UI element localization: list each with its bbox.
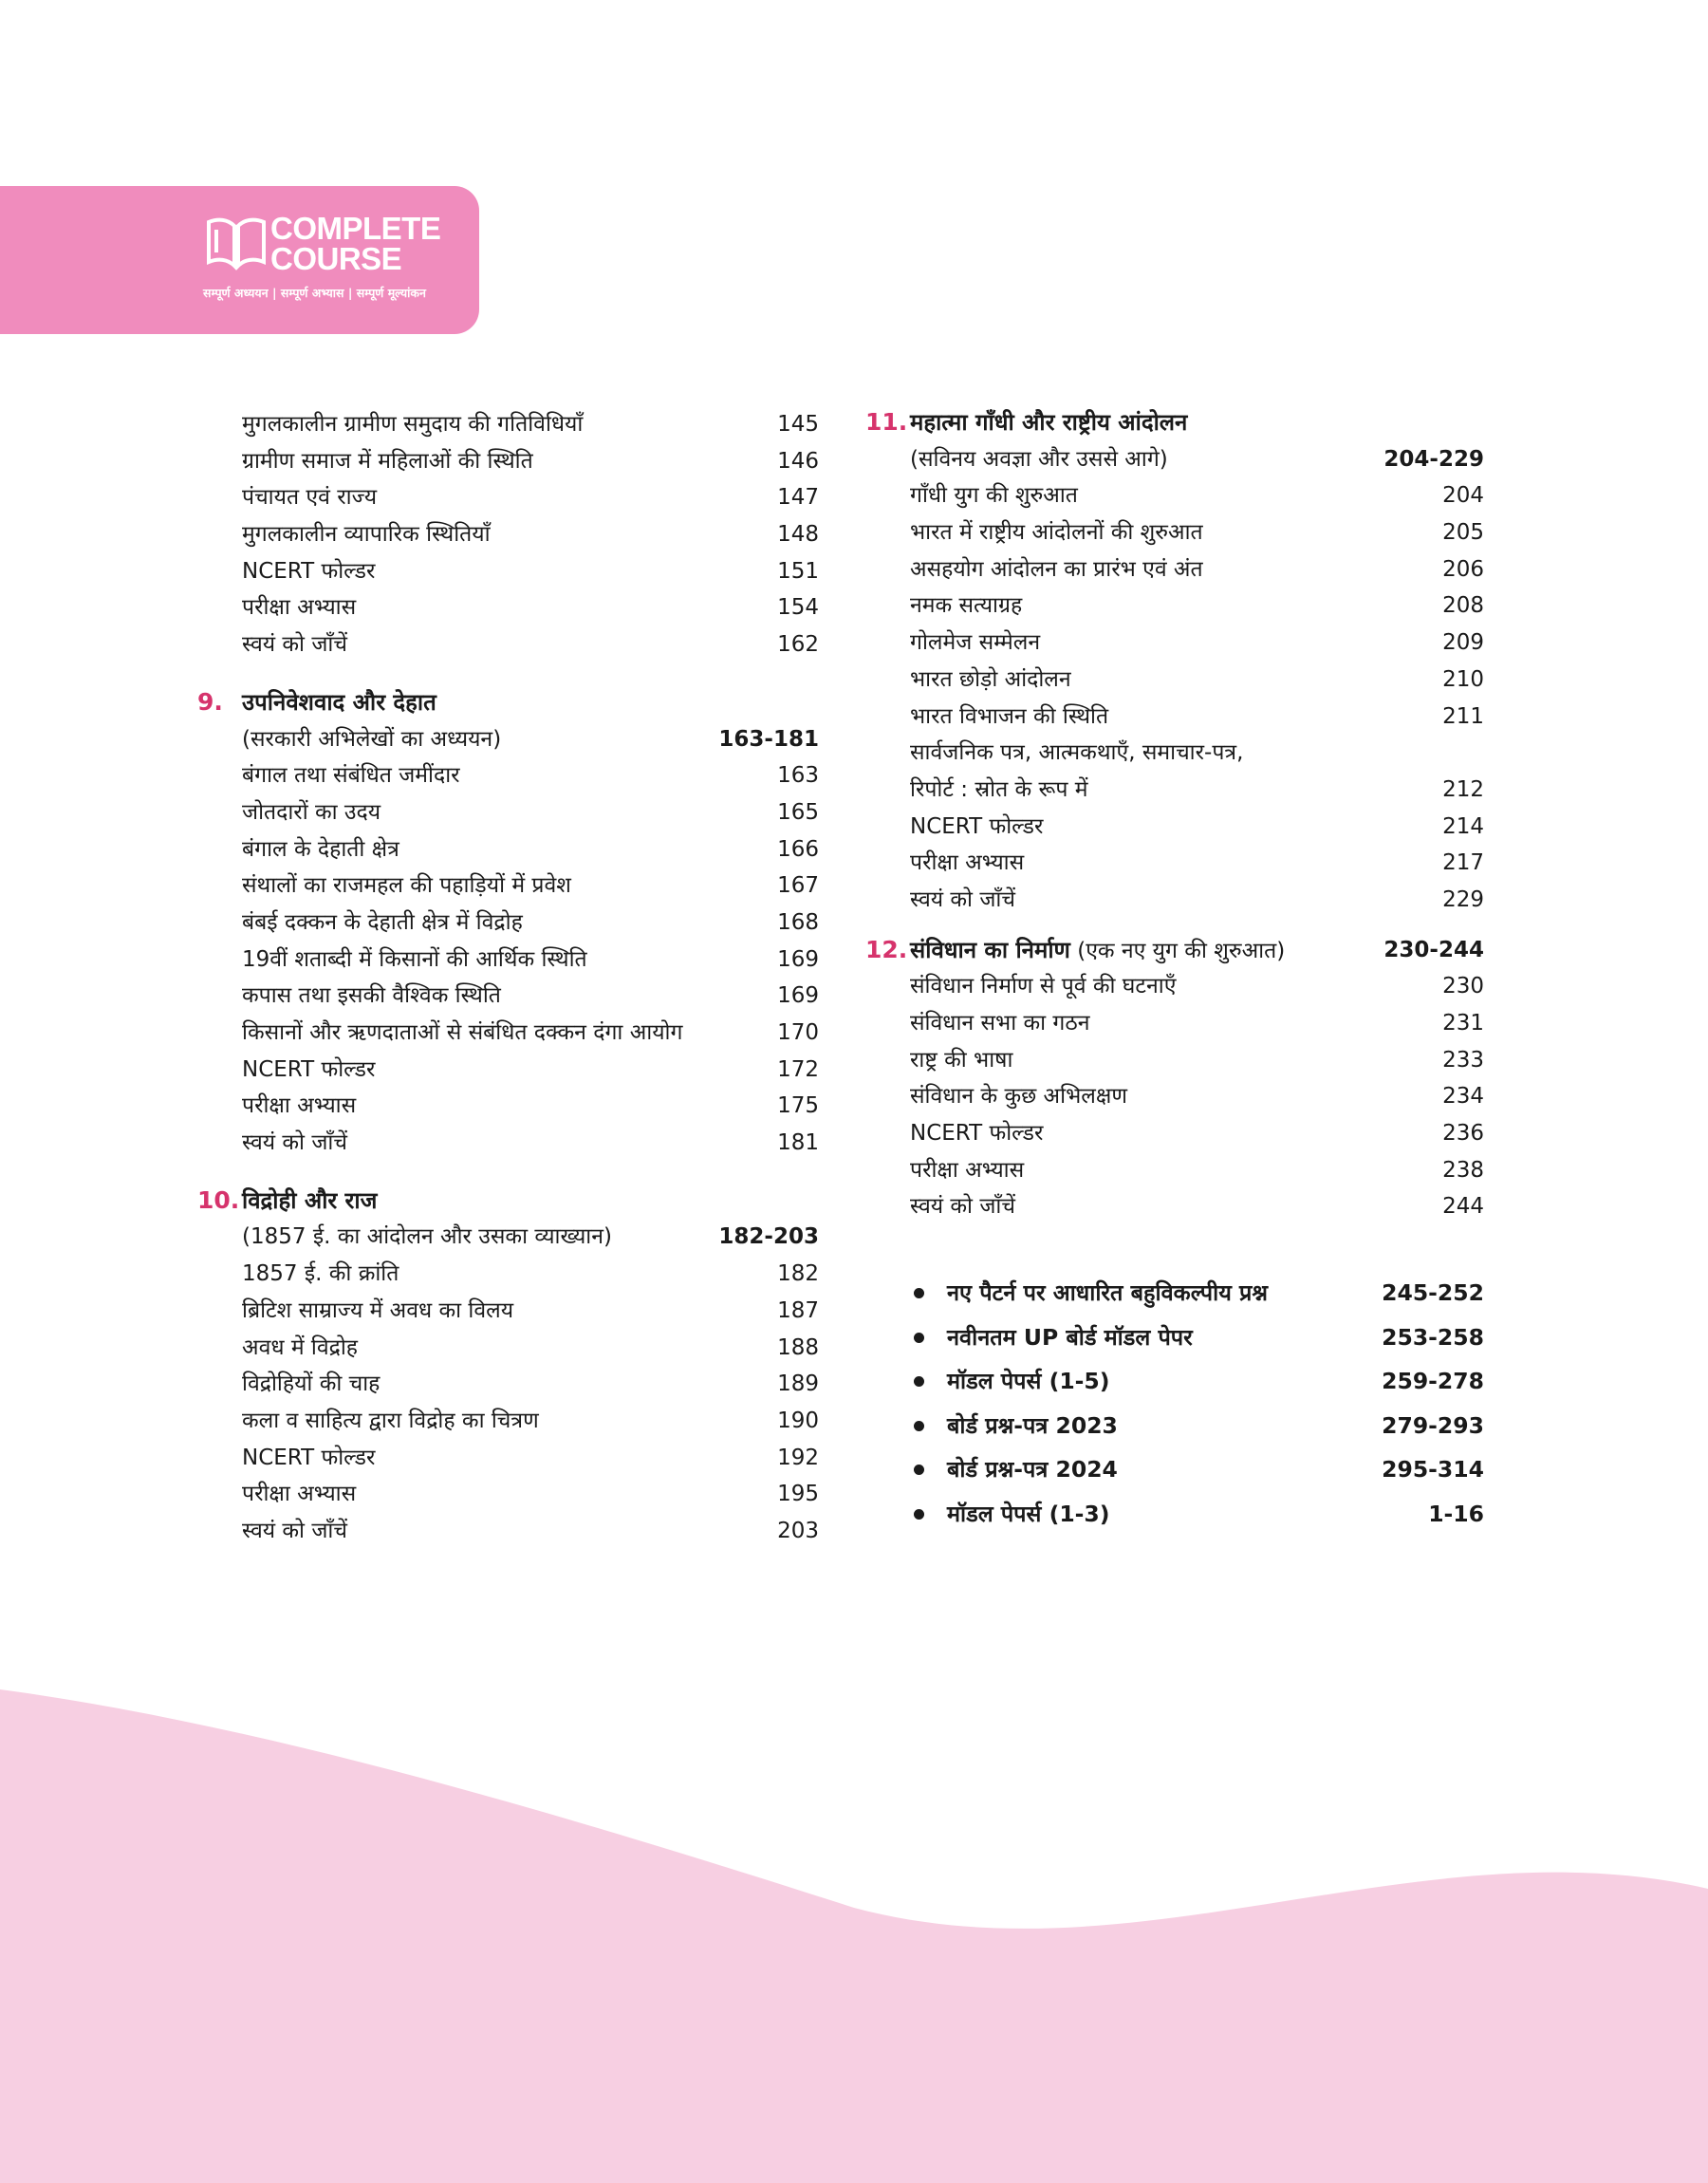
- background-wave: [0, 1689, 1708, 2183]
- toc-entry-title: संविधान निर्माण से पूर्व की घटनाएँ: [910, 974, 1177, 999]
- toc-entry-page: 238: [1442, 1157, 1484, 1183]
- toc-entry-title: बंगाल के देहाती क्षेत्र: [242, 836, 399, 862]
- chapter-number: 10.: [197, 1185, 240, 1214]
- toc-entry-title: बोर्ड प्रश्न-पत्र 2023: [947, 1411, 1118, 1439]
- toc-entry-title: परीक्षा अभ्यास: [242, 1093, 357, 1119]
- toc-entry-page: 259-278: [1382, 1368, 1484, 1395]
- toc-entry[interactable]: [190, 757, 819, 794]
- toc-entry[interactable]: [190, 794, 819, 831]
- chapter-number: 12.: [865, 935, 908, 963]
- toc-entry-title: ब्रिटिश साम्राज्य में अवध का विलय: [242, 1297, 514, 1323]
- toc-entry[interactable]: [857, 1152, 1484, 1189]
- toc-entry-page: 204: [1442, 483, 1484, 509]
- toc-entry[interactable]: [190, 1125, 819, 1162]
- toc-entry-title: नमक सत्याग्रह: [910, 593, 1023, 619]
- toc-entry-title: अवध में विद्रोह: [242, 1334, 359, 1360]
- toc-entry-page: 172: [777, 1056, 819, 1082]
- toc-entry-title: भारत विभाजन की स्थिति: [910, 703, 1109, 729]
- toc-entry-page: 181: [777, 1130, 819, 1156]
- toc-entry-title: भारत छोड़ो आंदोलन: [910, 666, 1071, 692]
- toc-entry-page: 162: [777, 632, 819, 658]
- toc-entry-page: 192: [777, 1445, 819, 1470]
- brand-tagline: सम्पूर्ण अध्ययन | सम्पूर्ण अभ्यास | सम्पूर्ण मूल्यांकन: [203, 286, 426, 300]
- toc-entry[interactable]: [190, 1403, 819, 1440]
- toc-entry-title: कपास तथा इसकी वैश्विक स्थिति: [242, 983, 501, 1009]
- toc-entry-page: 211: [1442, 703, 1484, 729]
- toc-entry-page: 208: [1442, 593, 1484, 619]
- toc-entry-title: मॉडल पेपर्स (1-3): [947, 1500, 1110, 1527]
- toc-entry-title: कला व साहित्य द्वारा विद्रोह का चित्रण: [242, 1408, 539, 1433]
- toc-entry-page: 212: [1442, 776, 1484, 802]
- chapter-12-heading[interactable]: [857, 932, 1484, 969]
- chapter-number: 9.: [197, 687, 223, 716]
- toc-entry[interactable]: [857, 1492, 1484, 1537]
- toc-entry[interactable]: [190, 1513, 819, 1550]
- bullet-icon: [914, 1465, 924, 1475]
- chapter-9-subtitle: [190, 721, 819, 758]
- toc-entry[interactable]: [190, 1256, 819, 1293]
- toc-entry[interactable]: [190, 589, 819, 626]
- toc-entry-title: मुगलकालीन व्यापारिक स्थितियाँ: [242, 522, 491, 548]
- toc-entry-page: 214: [1442, 813, 1484, 839]
- chapter-11-heading[interactable]: [857, 404, 1484, 441]
- chapter-title: संविधान का निर्माण: [910, 936, 1070, 963]
- brand-tab: [0, 186, 479, 334]
- toc-entry-page: 165: [777, 799, 819, 825]
- chapter-8-continued: [190, 406, 819, 663]
- chapter-number: 11.: [865, 408, 908, 436]
- toc-entry[interactable]: [857, 1115, 1484, 1152]
- toc-entry[interactable]: [190, 978, 819, 1015]
- toc-entry-title: स्वयं को जाँचें: [910, 886, 1015, 912]
- toc-entry-page: 230: [1442, 974, 1484, 999]
- toc-entry-page: 244: [1442, 1194, 1484, 1220]
- toc-entry-title: नए पैटर्न पर आधारित बहुविकल्पीय प्रश्न: [947, 1279, 1269, 1307]
- toc-entry-page: 188: [777, 1334, 819, 1360]
- toc-entry[interactable]: [857, 699, 1484, 736]
- toc-entry-page: 175: [777, 1093, 819, 1119]
- toc-entry-title: संविधान सभा का गठन: [910, 1011, 1090, 1036]
- toc-entry-page: 209: [1442, 630, 1484, 656]
- toc-entry-title: 19वीं शताब्दी में किसानों की आर्थिक स्थिति: [242, 946, 587, 972]
- brand-word-complete: COMPLETE: [270, 211, 441, 246]
- chapter-title: उपनिवेशवाद और देहात: [242, 688, 436, 716]
- chapter-9-heading[interactable]: [190, 684, 819, 721]
- toc-entry-page: 229: [1442, 886, 1484, 912]
- toc-entry-title: असहयोग आंदोलन का प्रारंभ एवं अंत: [910, 556, 1203, 582]
- toc-entry[interactable]: [857, 662, 1484, 699]
- toc-entry-page: 253-258: [1382, 1323, 1484, 1351]
- toc-entry[interactable]: [857, 588, 1484, 625]
- toc-entry-page: 168: [777, 909, 819, 935]
- bullet-icon: [914, 1333, 924, 1343]
- toc-entry[interactable]: [857, 1042, 1484, 1079]
- toc-entry[interactable]: [190, 1015, 819, 1052]
- toc-entry-title: भारत में राष्ट्रीय आंदोलनों की शुरुआत: [910, 520, 1203, 546]
- toc-entry-page: 189: [777, 1371, 819, 1397]
- toc-entry[interactable]: [190, 1052, 819, 1089]
- toc-entry[interactable]: [857, 809, 1484, 846]
- chapter-title: विद्रोही और राज: [242, 1186, 378, 1214]
- toc-entry[interactable]: [857, 551, 1484, 588]
- toc-entry-title: NCERT फोल्डर: [242, 1056, 376, 1082]
- chapter-page-range: 163-181: [718, 726, 819, 752]
- chapter-subtitle: (सविनय अवज्ञा और उससे आगे): [910, 446, 1168, 472]
- toc-entry[interactable]: [857, 1315, 1484, 1360]
- toc-entry[interactable]: [857, 968, 1484, 1005]
- toc-right-column: [857, 404, 1484, 1536]
- toc-entry-title: स्वयं को जाँचें: [242, 1130, 347, 1156]
- toc-entry[interactable]: [190, 443, 819, 480]
- extras-list: [857, 1271, 1484, 1536]
- toc-entry-page: 279-293: [1382, 1411, 1484, 1439]
- chapter-title-suffix: (एक नए युग की शुरुआत): [1069, 938, 1286, 963]
- toc-entry[interactable]: [857, 772, 1484, 809]
- toc-entry-title: मॉडल पेपर्स (1-5): [947, 1368, 1110, 1395]
- toc-entry-title: बोर्ड प्रश्न-पत्र 2024: [947, 1456, 1118, 1483]
- toc-entry-title: स्वयं को जाँचें: [242, 1518, 347, 1543]
- toc-entry[interactable]: [190, 1440, 819, 1477]
- toc-entry[interactable]: [857, 1404, 1484, 1448]
- chapter-title-line: [910, 932, 1285, 970]
- toc-entry-title: परीक्षा अभ्यास: [242, 595, 357, 621]
- toc-entry[interactable]: [190, 1293, 819, 1330]
- toc-entry-title: संविधान के कुछ अभिलक्षण: [910, 1084, 1127, 1110]
- toc-entry-page: 154: [777, 595, 819, 621]
- toc-entry-title: NCERT फोल्डर: [910, 1121, 1044, 1147]
- toc-entry-title: बंबई दक्कन के देहाती क्षेत्र में विद्रोह: [242, 909, 523, 935]
- toc-entry-title: किसानों और ऋणदाताओं से संबंधित दक्कन दंगा आयोग: [242, 1020, 683, 1045]
- toc-entry-page: 217: [1442, 850, 1484, 876]
- toc-entry-page: 163: [777, 763, 819, 789]
- toc-entry[interactable]: [857, 625, 1484, 662]
- toc-entry-page: 182: [777, 1261, 819, 1287]
- toc-entry-page: 146: [777, 448, 819, 474]
- chapter-12-items: [857, 968, 1484, 1225]
- toc-entry-page: 1-16: [1428, 1500, 1484, 1527]
- bullet-icon: [914, 1421, 924, 1431]
- toc-entry[interactable]: [190, 1476, 819, 1513]
- toc-entry-title: पंचायत एवं राज्य: [242, 485, 378, 511]
- toc-entry-title: स्वयं को जाँचें: [910, 1194, 1015, 1220]
- toc-entry-page: 233: [1442, 1047, 1484, 1073]
- toc-entry-title: NCERT फोल्डर: [242, 1445, 376, 1470]
- chapter-subtitle: (1857 ई. का आंदोलन और उसका व्याख्यान): [242, 1224, 612, 1250]
- toc-entry-title: बंगाल तथा संबंधित जमींदार: [242, 763, 460, 789]
- toc-entry-page: 169: [777, 946, 819, 972]
- toc-entry-title: परीक्षा अभ्यास: [910, 1157, 1025, 1183]
- toc-entry-page: 187: [777, 1297, 819, 1323]
- toc-entry[interactable]: [857, 845, 1484, 882]
- toc-entry-page: 170: [777, 1020, 819, 1045]
- toc-entry[interactable]: [857, 882, 1484, 919]
- toc-entry-title: गाँधी युग की शुरुआत: [910, 483, 1078, 509]
- toc-entry[interactable]: [190, 905, 819, 942]
- toc-entry-title: सार्वजनिक पत्र, आत्मकथाएँ, समाचार-पत्र,: [910, 740, 1244, 766]
- toc-entry-title: NCERT फोल्डर: [242, 558, 376, 584]
- chapter-title: महात्मा गाँधी और राष्ट्रीय आंदोलन: [910, 409, 1188, 436]
- toc-entry-page: 236: [1442, 1121, 1484, 1147]
- toc-entry[interactable]: [190, 553, 819, 590]
- chapter-subtitle: (सरकारी अभिलेखों का अध्ययन): [242, 726, 502, 752]
- toc-entry-page: 166: [777, 836, 819, 862]
- toc-entry-title: राष्ट्र की भाषा: [910, 1047, 1013, 1073]
- toc-entry-page: 206: [1442, 556, 1484, 582]
- toc-left-column: [190, 406, 819, 1550]
- toc-entry[interactable]: [857, 1188, 1484, 1225]
- toc-entry-title: रिपोर्ट : स्रोत के रूप में: [910, 776, 1088, 802]
- toc-entry-title: संथालों का राजमहल की पहाड़ियों में प्रवेश: [242, 873, 571, 899]
- toc-entry-title: गोलमेज सम्मेलन: [910, 630, 1041, 656]
- chapter-11-items: [857, 477, 1484, 918]
- toc-entry-page: 190: [777, 1408, 819, 1433]
- toc-entry[interactable]: [857, 514, 1484, 551]
- chapter-10-items: [190, 1256, 819, 1550]
- toc-entry[interactable]: [190, 626, 819, 663]
- chapter-page-range: 204-229: [1383, 446, 1484, 472]
- toc-entry-page: 195: [777, 1482, 819, 1507]
- toc-entry-page: 145: [777, 412, 819, 437]
- toc-entry[interactable]: [857, 477, 1484, 514]
- toc-entry-page: 210: [1442, 666, 1484, 692]
- toc-entry-page: 203: [777, 1518, 819, 1543]
- toc-entry[interactable]: [857, 1447, 1484, 1492]
- toc-entry[interactable]: [190, 479, 819, 516]
- bullet-icon: [914, 1288, 924, 1298]
- open-book-icon: [205, 215, 268, 271]
- toc-entry-title: परीक्षा अभ्यास: [910, 850, 1025, 876]
- toc-entry-title: ग्रामीण समाज में महिलाओं की स्थिति: [242, 448, 533, 474]
- toc-entry[interactable]: [190, 1366, 819, 1403]
- toc-entry-page: 169: [777, 983, 819, 1009]
- chapter-page-range: 230-244: [1383, 937, 1484, 962]
- bullet-icon: [914, 1509, 924, 1520]
- toc-entry-page: 151: [777, 558, 819, 584]
- toc-entry-title: मुगलकालीन ग्रामीण समुदाय की गतिविधियाँ: [242, 412, 584, 437]
- toc-entry-page: 148: [777, 522, 819, 548]
- toc-entry-title: स्वयं को जाँचें: [242, 632, 347, 658]
- toc-entry[interactable]: [190, 1088, 819, 1125]
- toc-entry-title: जोतदारों का उदय: [242, 799, 381, 825]
- toc-entry[interactable]: [190, 406, 819, 443]
- bullet-icon: [914, 1376, 924, 1387]
- toc-entry-title: परीक्षा अभ्यास: [242, 1482, 357, 1507]
- toc-entry-page: 167: [777, 873, 819, 899]
- toc-entry[interactable]: [857, 1271, 1484, 1315]
- toc-entry[interactable]: [190, 516, 819, 553]
- toc-entry-page: 147: [777, 485, 819, 511]
- toc-entry[interactable]: [857, 735, 1484, 772]
- chapter-9-items: [190, 757, 819, 1162]
- toc-entry[interactable]: [857, 1005, 1484, 1042]
- toc-entry-page: 234: [1442, 1084, 1484, 1110]
- toc-entry-page: 231: [1442, 1011, 1484, 1036]
- toc-entry-title: नवीनतम UP बोर्ड मॉडल पेपर: [947, 1323, 1193, 1351]
- toc-entry-page: 205: [1442, 520, 1484, 546]
- toc-entry[interactable]: [857, 1359, 1484, 1404]
- toc-entry[interactable]: [190, 942, 819, 979]
- toc-entry[interactable]: [190, 868, 819, 905]
- chapter-11-subtitle: [857, 441, 1484, 478]
- toc-entry-page: 295-314: [1382, 1456, 1484, 1483]
- chapter-10-heading[interactable]: [190, 1183, 819, 1220]
- brand-word-course: COURSE: [270, 241, 402, 276]
- toc-entry-title: विद्रोहियों की चाह: [242, 1371, 381, 1397]
- toc-entry-title: NCERT फोल्डर: [910, 813, 1044, 839]
- toc-entry[interactable]: [190, 1330, 819, 1367]
- toc-entry[interactable]: [190, 831, 819, 868]
- toc-entry-title: 1857 ई. की क्रांति: [242, 1261, 399, 1287]
- chapter-10-subtitle: [190, 1219, 819, 1256]
- chapter-page-range: 182-203: [718, 1224, 819, 1250]
- toc-entry-page: 245-252: [1382, 1279, 1484, 1307]
- toc-entry[interactable]: [857, 1078, 1484, 1115]
